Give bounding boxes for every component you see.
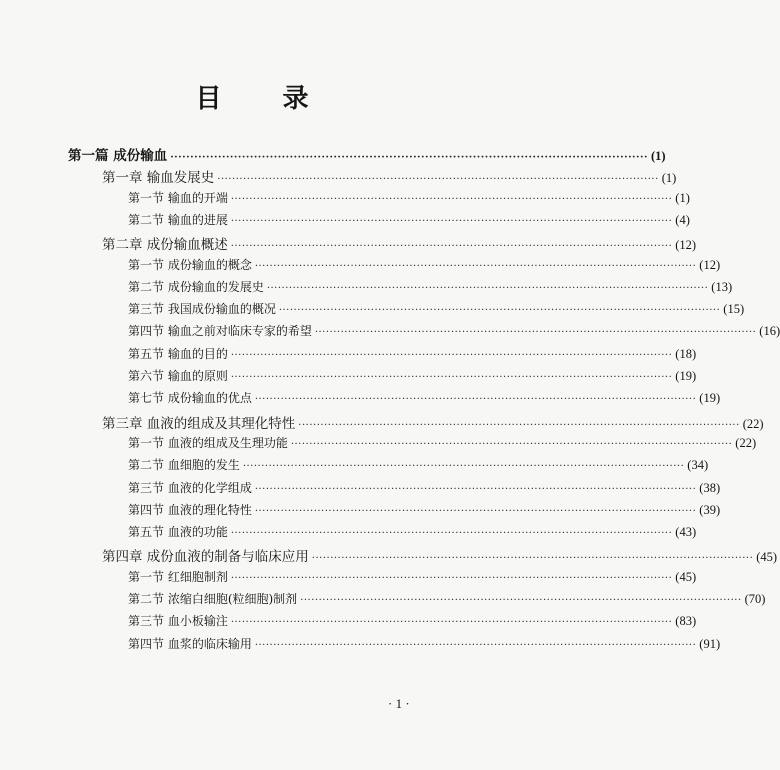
dot-leader: ························································································································: [230, 241, 673, 253]
entry-page-number: (4): [675, 212, 690, 227]
entry-page-number: (91): [699, 636, 721, 651]
entry-title: 第三章 血液的组成及其理化特性: [102, 415, 296, 432]
entry-page-number: (39): [699, 502, 721, 517]
entry-page-number: (34): [687, 458, 709, 473]
section-entry: [128, 367, 697, 387]
section-entry: [128, 456, 709, 476]
chapter-entry: [102, 233, 697, 254]
entry-title: 第二节 输血的进展: [128, 212, 228, 227]
part-entry: [68, 144, 666, 164]
entry-page-number: (45): [756, 550, 778, 565]
entry-page-number: (38): [699, 480, 721, 495]
entry-page-number: (12): [699, 257, 721, 272]
entry-page-number: (1): [661, 171, 677, 186]
entry-title: 第三节 我国成份输血的概况: [128, 302, 276, 317]
section-entry: [128, 345, 697, 365]
dot-leader: ························································································································: [290, 438, 733, 450]
section-entry: [128, 189, 690, 209]
section-entry: [128, 479, 721, 499]
entry-title: 第五节 输血的目的: [128, 346, 228, 361]
entry-page-number: (12): [675, 238, 697, 253]
section-entry: [128, 501, 721, 521]
dot-leader: ························································································································: [230, 617, 673, 629]
entry-page-number: (1): [675, 190, 690, 205]
dot-leader: ························································································································: [254, 483, 697, 495]
entry-title: 第一节 成份输血的概念: [128, 257, 252, 272]
dot-leader: ························································································································: [254, 505, 697, 517]
entry-title: 第二节 成份输血的发展史: [128, 279, 264, 294]
dot-leader: ························································································································: [254, 639, 697, 651]
dot-leader: ························································································································: [254, 260, 697, 272]
dot-leader: ························································································································: [242, 461, 685, 473]
entry-title: 第一章 输血发展史: [102, 170, 215, 187]
dot-leader: ························································································································: [266, 282, 709, 294]
section-entry: [128, 523, 697, 543]
dot-leader: ························································································································: [311, 553, 754, 565]
entry-title: 第一节 红细胞制剂: [128, 569, 228, 584]
dot-leader: ························································································································: [230, 193, 673, 205]
entry-title: 第七节 成份输血的优点: [128, 391, 252, 406]
entry-page-number: (15): [723, 302, 745, 317]
entry-page-number: (1): [650, 149, 666, 163]
entry-title: 第一篇 成份输血: [68, 148, 168, 164]
page-number: · 1 ·: [388, 696, 410, 711]
entry-page-number: (83): [675, 614, 697, 629]
entry-page-number: (18): [675, 346, 697, 361]
section-entry: [128, 612, 697, 632]
entry-title: 第四节 血液的理化特性: [128, 502, 252, 517]
chapter-entry: [102, 166, 677, 187]
dot-leader: ························································································································: [217, 174, 659, 186]
dot-leader: ························································································································: [230, 372, 673, 383]
entry-title: 第一节 血液的组成及生理功能: [128, 435, 288, 450]
entry-page-number: (70): [744, 592, 766, 606]
section-entry: [128, 635, 721, 655]
entry-page-number: (22): [735, 435, 757, 450]
dot-leader: ························································································································: [278, 305, 721, 317]
entry-title: 第四节 输血之前对临床专家的希望: [128, 324, 312, 339]
dot-leader: ························································································································: [254, 394, 697, 406]
entry-page-number: (16): [759, 324, 780, 339]
entry-title: 第二章 成份输血概述: [102, 237, 228, 254]
entry-title: 第三节 血液的化学组成: [128, 480, 252, 495]
section-entry: [128, 211, 690, 231]
dot-leader: ························································································································: [230, 572, 673, 584]
section-entry: [128, 389, 721, 409]
entry-page-number: (19): [675, 369, 697, 383]
dot-leader: ························································································································: [314, 327, 757, 339]
entry-title: 第三节 血小板输注: [128, 614, 228, 629]
dot-leader: ························································································································: [298, 419, 740, 431]
dot-leader: ························································································································: [230, 215, 673, 227]
entry-title: 第二节 浓缩白细胞(粒细胞)制剂: [128, 592, 298, 606]
entry-title: 第四节 血浆的临床输用: [128, 636, 252, 651]
section-entry: [128, 300, 745, 320]
dot-leader: ························································································································: [170, 152, 648, 163]
chapter-entry: [102, 545, 778, 566]
dot-leader: ························································································································: [230, 528, 673, 540]
section-entry: [128, 278, 733, 298]
section-entry: [128, 434, 757, 454]
entry-title: 第四章 成份血液的制备与临床应用: [102, 549, 309, 566]
entry-page-number: (22): [742, 416, 764, 431]
entry-title: 第六节 输血的原则: [128, 369, 228, 383]
chapter-entry: [102, 412, 764, 432]
page-title: 目 录: [195, 84, 335, 114]
entry-page-number: (45): [675, 569, 697, 584]
entry-page-number: (13): [711, 279, 733, 294]
section-entry: [128, 568, 697, 588]
section-entry: [128, 590, 766, 610]
entry-page-number: (19): [699, 391, 721, 406]
dot-leader: ························································································································: [230, 349, 673, 361]
section-entry: [128, 322, 780, 342]
entry-title: 第五节 血液的功能: [128, 525, 228, 540]
dot-leader: ························································································································: [300, 595, 742, 606]
section-entry: [128, 256, 721, 276]
entry-title: 第一节 输血的开端: [128, 190, 228, 205]
entry-title: 第二节 血细胞的发生: [128, 458, 240, 473]
entry-page-number: (43): [675, 525, 697, 540]
